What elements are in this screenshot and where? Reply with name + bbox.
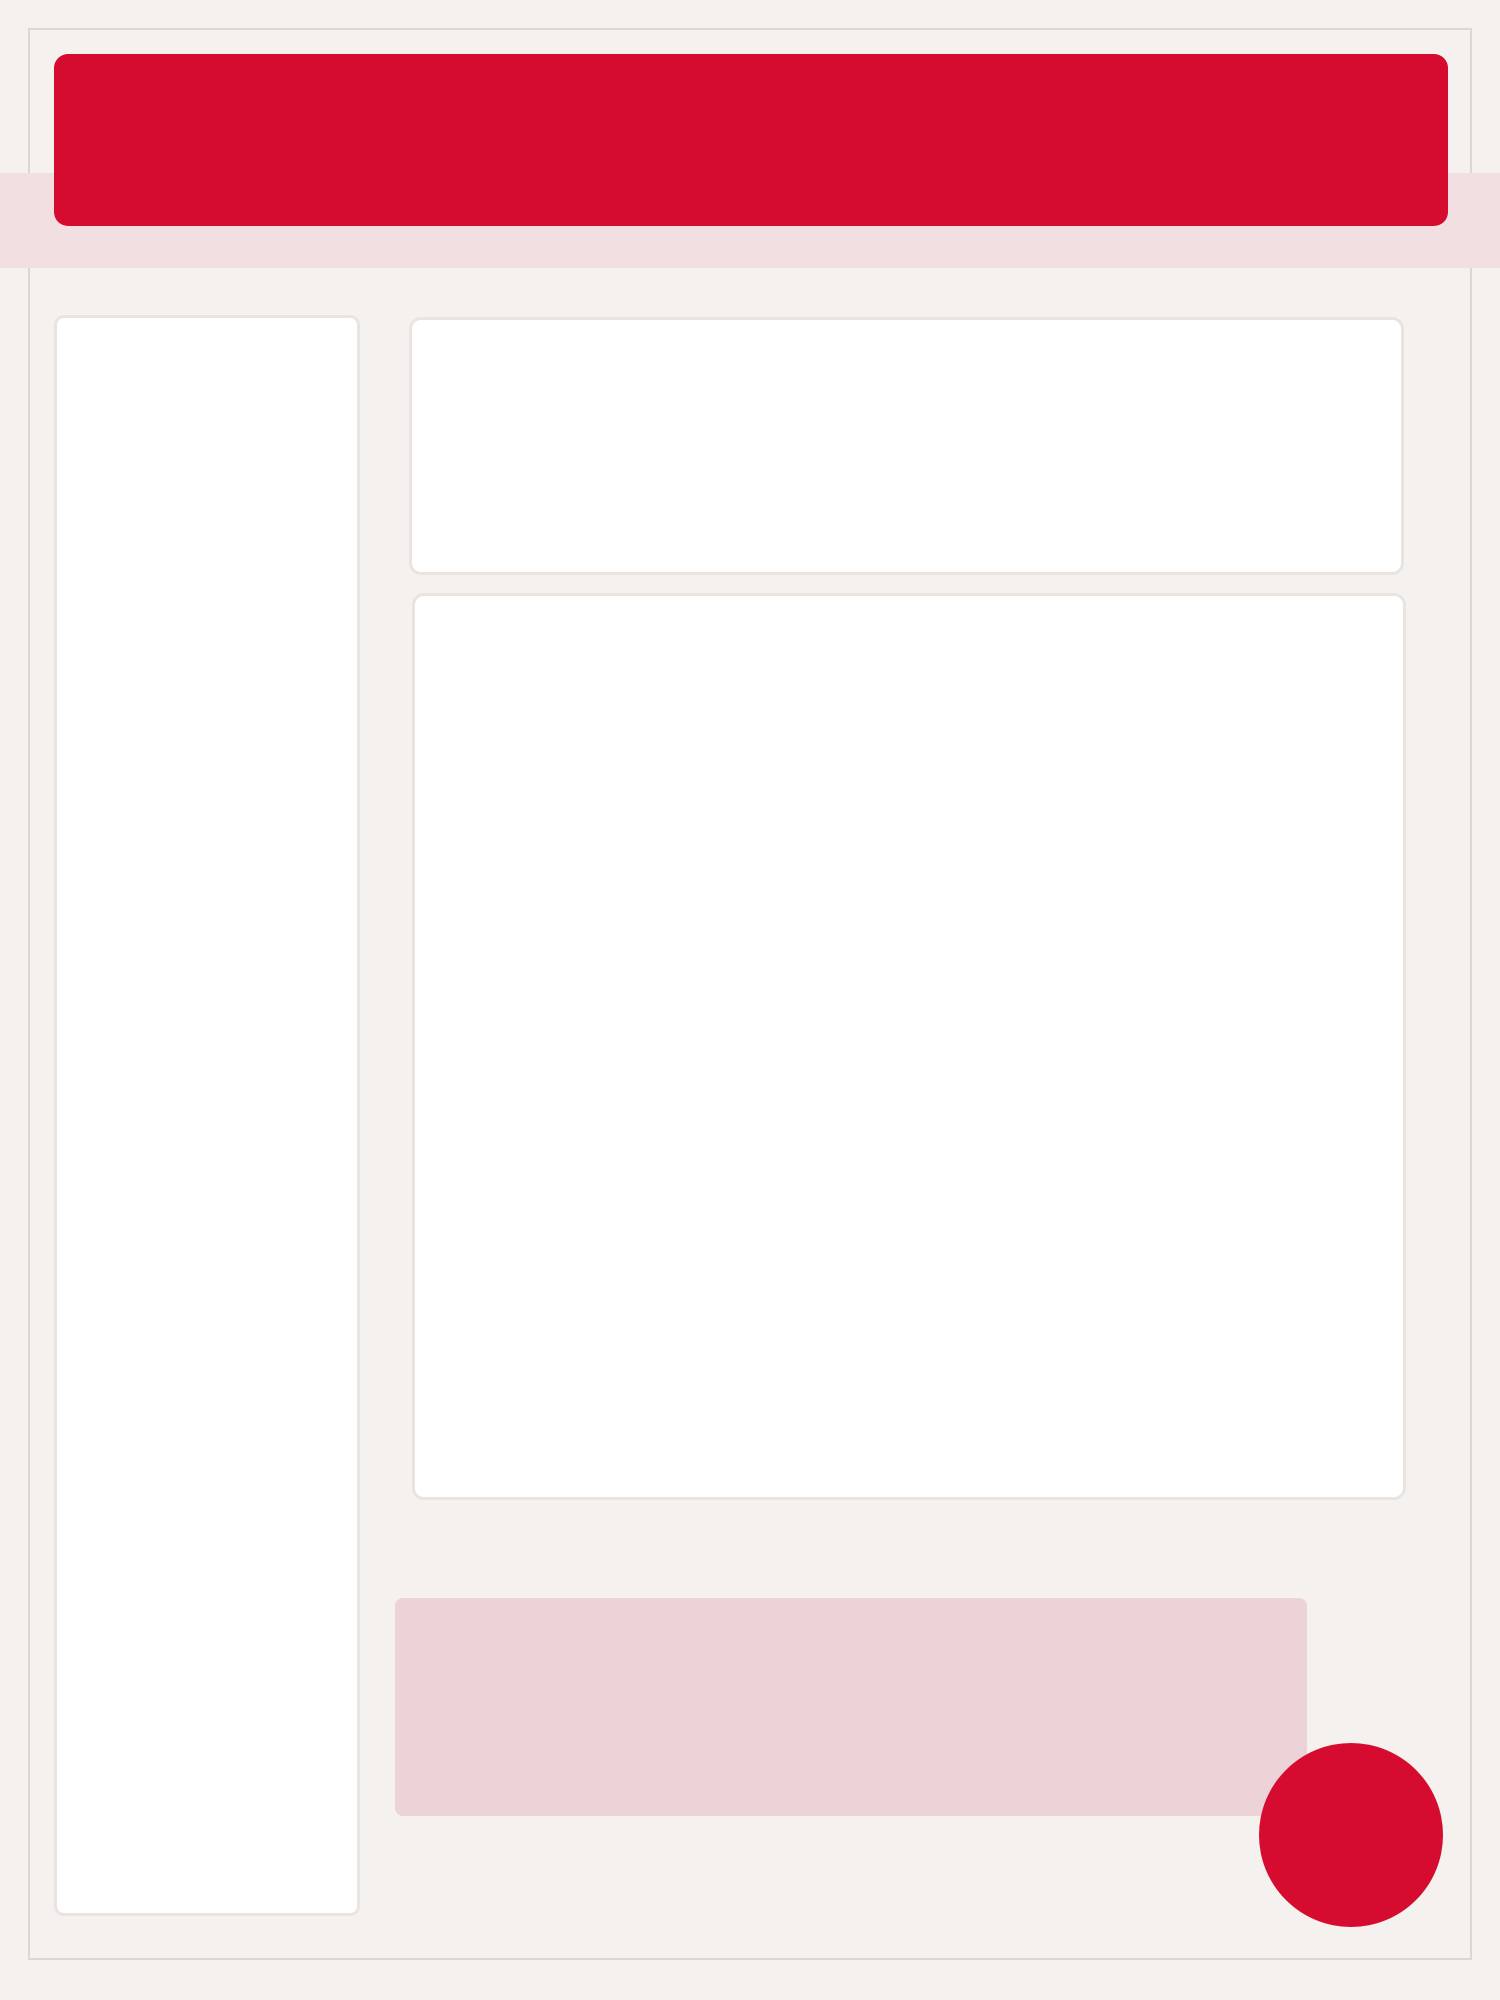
program-panel: [412, 593, 1406, 1500]
closing-panel: [395, 1598, 1307, 1816]
event-header: [54, 54, 1448, 226]
welcome-panel: [409, 317, 1404, 575]
speakers-panel: [54, 315, 360, 1916]
party-logo: [1259, 1743, 1443, 1927]
